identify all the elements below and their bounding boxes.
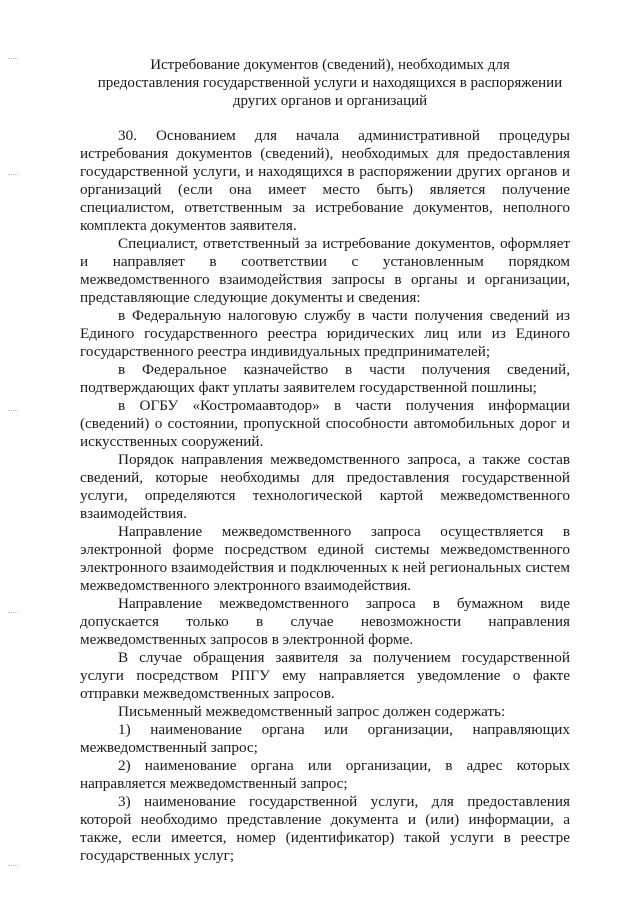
scan-margin-mark [8,174,18,177]
heading-line: других органов и организаций [232,93,428,109]
paragraph-kostromaavtodor: в ОГБУ «Костромаавтодор» в части получения информации (сведений) о состоянии, пропускной способности автомобильных дорог и искусственных сооружений. [80,397,570,450]
heading-line: Истребование документов (сведений), необходимых для [150,57,510,73]
paragraph-tax-service: в Федеральную налоговую службу в части получения сведений из Единого государственного реестра юридических лиц или из Единого государственного реестра индивидуальных предпринимателей; [80,307,570,360]
paragraph-clause-30: 30. Основанием для начала административной процедуры истребования документов (сведений), необходимых для предоставления государственной услуги, и находящихся в распоряжении других органов и организаций (если она имеет место быть) является получение специалистом, ответственным за истребование документов, неполного комплекта документов заявителя. [80,127,570,234]
list-item-2: 2) наименование органа или организации, в адрес которых направляется межведомственный запрос; [80,757,570,792]
paragraph-request-procedure: Порядок направления межведомственного запроса, а также состав сведений, которые необходимы для предоставления государственной услуги, определяются технологической картой межведомственного взаимодействия. [80,451,570,522]
paragraph-request-contents: Письменный межведомственный запрос должен содержать: [118,703,506,720]
heading-line: предоставления государственной услуги и находящихся в распоряжении [97,75,563,91]
paragraph-specialist-duties: Специалист, ответственный за истребование документов, оформляет и направляет в соответствии с установленным порядком межведомственного взаимодействия запросы в органы и организации, представляющие следующие документы и сведения: [80,235,570,306]
paragraph-paper-form: Направление межведомственного запроса в бумажном виде допускается только в случае невозможности направления межведомственных запросов в электронной форме. [80,595,570,648]
list-item-1: 1) наименование органа или организации, направляющих межведомственный запрос; [80,721,570,756]
paragraph-electronic-form: Направление межведомственного запроса осуществляется в электронной форме посредством единой системы межведомственного электронного взаимодействия и подключенных к ней региональных систем межведомственного электронного взаимодействия. [80,523,570,594]
scan-margin-mark [8,612,18,615]
paragraph-treasury: в Федеральное казначейство в части получения сведений, подтверждающих факт уплаты заявителем государственной пошлины; [80,361,570,396]
scan-margin-mark [8,410,18,413]
list-item-3: 3) наименование государственной услуги, для предоставления которой необходимо представление документа и (или) информации, а также, если имеется, номер (идентификатор) такой услуги в реестре государственных услуг; [80,793,570,864]
scan-margin-mark [8,865,18,868]
scan-margin-mark [8,58,18,61]
section-heading [80,56,580,110]
document-body [80,127,570,865]
paragraph-rpgu-notification: В случае обращения заявителя за получением государственной услуги посредством РПГУ ему направляется уведомление о факте отправки межведомственных запросов. [80,649,570,702]
